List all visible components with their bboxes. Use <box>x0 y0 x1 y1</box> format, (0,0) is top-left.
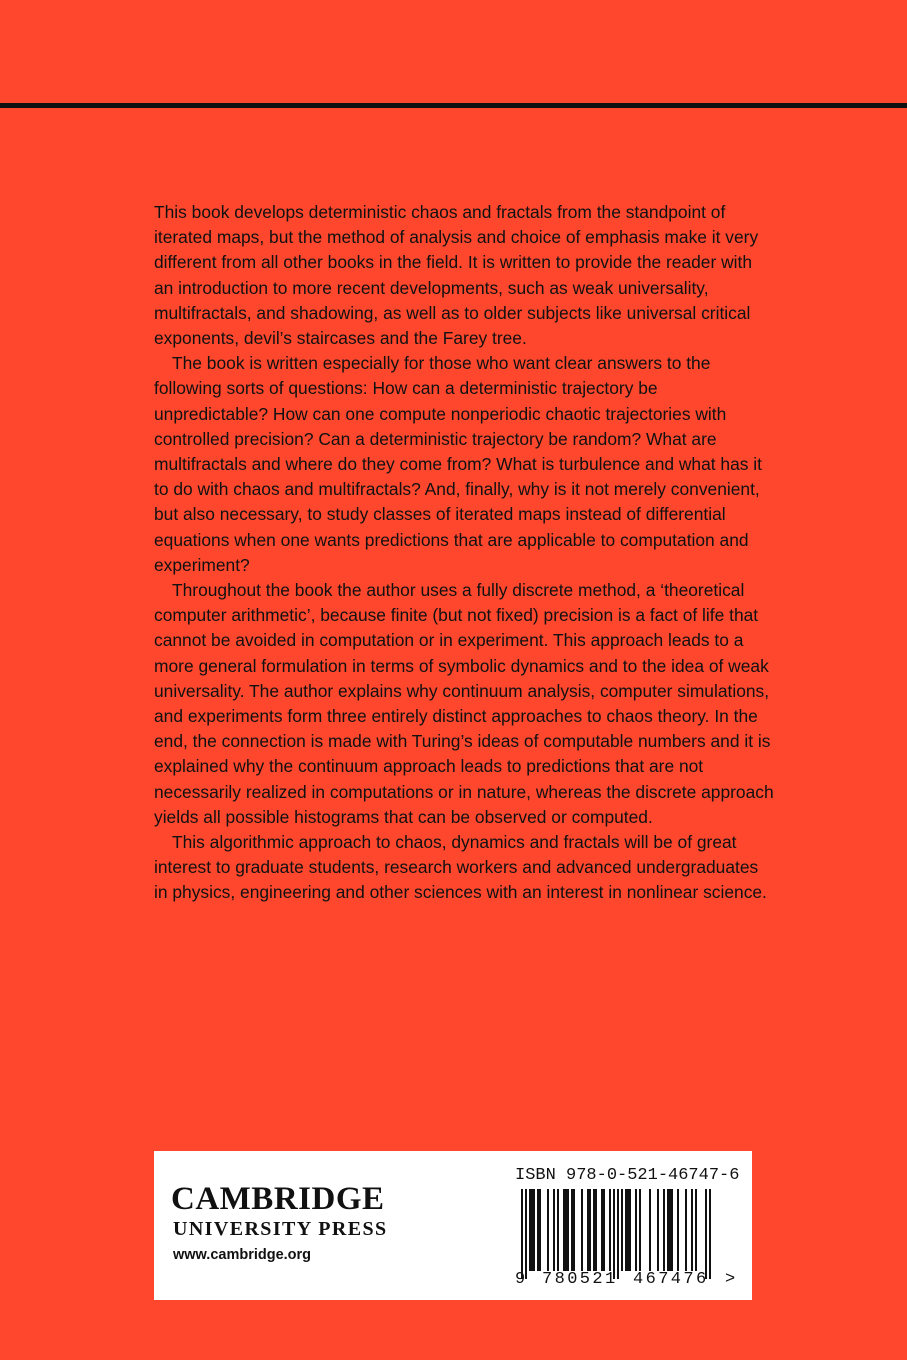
barcode-bar <box>557 1189 559 1271</box>
barcode-bar <box>581 1189 583 1271</box>
barcode-bar <box>621 1189 623 1271</box>
top-rule <box>0 103 907 108</box>
barcode-bar <box>639 1189 641 1271</box>
barcode-bar <box>649 1189 651 1271</box>
barcode-bar <box>629 1189 631 1271</box>
barcode-bar <box>691 1189 693 1271</box>
barcode-bar <box>609 1189 611 1271</box>
barcode-first-digit: 9 <box>515 1270 526 1289</box>
barcode-bar <box>525 1189 527 1279</box>
barcode-bar <box>613 1189 615 1279</box>
barcode-bar <box>539 1189 541 1271</box>
barcode-bar <box>595 1189 597 1271</box>
isbn-label: ISBN 978-0-521-46747-6 <box>515 1166 740 1185</box>
barcode-bar <box>567 1189 569 1271</box>
barcode-end-marker: > <box>725 1270 736 1289</box>
barcode-right-group: 467476 <box>633 1270 709 1289</box>
barcode-bar <box>671 1189 673 1271</box>
barcode-bar <box>617 1189 619 1279</box>
barcode-bar <box>589 1189 591 1271</box>
publisher-name: CAMBRIDGE <box>171 1181 385 1217</box>
publisher-subtitle: UNIVERSITY PRESS <box>173 1218 388 1240</box>
blurb-paragraph-4: This algorithmic approach to chaos, dynamics and fractals will be of great interest to graduate students, research workers and advanced undergraduates in physics, engineering and other sciences with an interest in nonlinear science. <box>154 832 767 903</box>
barcode-bar <box>657 1189 659 1271</box>
barcode-bar <box>695 1189 697 1271</box>
barcode-bar <box>709 1189 711 1279</box>
barcode-bar <box>533 1189 535 1271</box>
barcode-bar <box>663 1189 665 1271</box>
barcode-bar <box>603 1189 605 1271</box>
back-cover-blurb <box>154 200 774 906</box>
barcode-bar <box>521 1189 523 1279</box>
blurb-paragraph-2: The book is written especially for those who want clear answers to the following sorts of questions: How can a deterministic trajectory be unpredictable? How can one compute nonperiodic chaotic trajectories with controlled precision? Can a deterministic trajectory be random? What are multifractals and where do they come from? What is turbulence and what has it to do with chaos and multifractals? And, finally, why is it not merely convenient, but also necessary, to study classes of iterated maps instead of differential equations when one wants predictions that are applicable to computation and experiment? <box>154 353 763 575</box>
blurb-paragraph-3: Throughout the book the author uses a fully discrete method, a ‘theoretical computer arithmetic’, because finite (but not fixed) precision is a fact of life that cannot be avoided in computation or in experiment. This approach leads to a more general formulation in terms of symbolic dynamics and to the idea of weak universality. The author explains why continuum analysis, computer simulations, and experiments form three entirely distinct approaches to chaos theory. In the end, the connection is made with Turing’s ideas of computable numbers and it is explained why the continuum approach leads to predictions that are not necessarily realized in computations or in nature, whereas the discrete approach yields all possible histograms that can be observed or computed. <box>154 580 774 827</box>
barcode-bar <box>573 1189 575 1271</box>
imprint-panel <box>154 1151 752 1300</box>
barcode-bar <box>547 1189 549 1271</box>
barcode-bar <box>635 1189 637 1271</box>
barcode-bar <box>677 1189 679 1271</box>
publisher-website: www.cambridge.org <box>173 1247 312 1263</box>
barcode-digits <box>513 1270 753 1294</box>
isbn-barcode <box>521 1189 721 1271</box>
barcode-bar <box>685 1189 687 1271</box>
blurb-paragraph-1: This book develops deterministic chaos and fractals from the standpoint of iterated maps, but the method of analysis and choice of emphasis make it very different from all other books in the field. It is written to provide the reader with an introduction to more recent developments, such as weak universality, multifractals, and shadowing, as well as to older subjects like universal critical exponents, devil’s staircases and the Farey tree. <box>154 202 759 349</box>
barcode-bar <box>705 1189 707 1279</box>
barcode-left-group: 780521 <box>542 1270 618 1289</box>
barcode-bar <box>553 1189 555 1271</box>
